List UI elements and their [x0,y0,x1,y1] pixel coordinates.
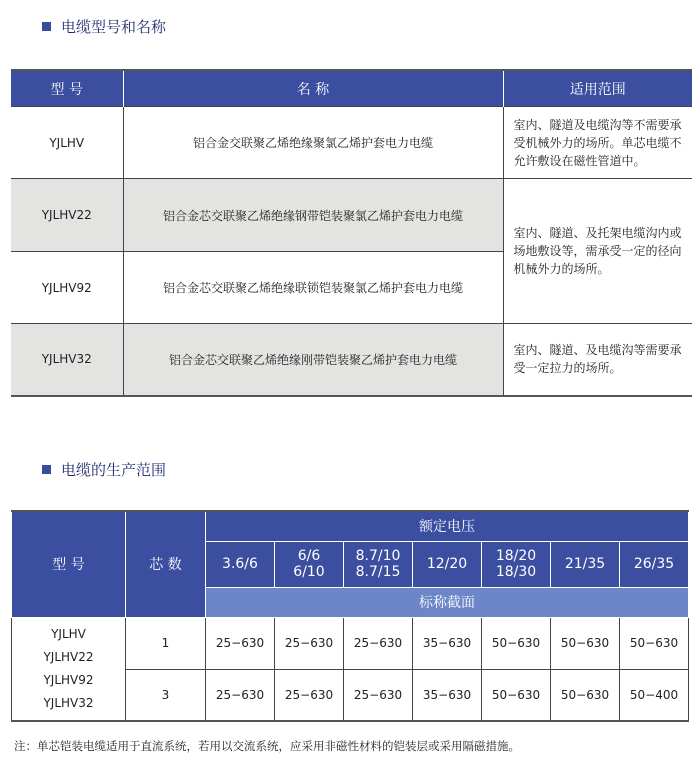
voltage-cell: 12/20 [413,541,482,587]
value-cell: 50−630 [620,617,689,669]
header-nominal-section: 标称截面 [206,587,689,617]
model-cell: YJLHV22 [11,179,123,252]
table-header-row [11,70,692,107]
value-cell: 25−630 [344,617,413,669]
model-cell: YJLHV [11,107,123,179]
voltage-cell: 18/20 18/30 [482,541,551,587]
name-cell: 铝合金芯交联聚乙烯绝缘刚带铠装聚乙烯护套电力电缆 [123,324,503,396]
value-cell: 25−630 [206,617,275,669]
footnote: 注：单芯铠装电缆适用于直流系统，若用以交流系统，应采用非磁性材料的铠装层或采用隔磁措施。 [14,739,520,753]
header-rated-voltage: 额定电压 [206,511,689,541]
header-name: 名 称 [123,70,503,107]
voltage-cell: 21/35 [551,541,620,587]
table-row [12,617,689,669]
name-cell: 铝合金芯交联聚乙烯绝缘联锁铠装聚氯乙烯护套电力电缆 [123,252,503,324]
value-cell: 50−630 [551,617,620,669]
value-cell: 25−630 [344,669,413,721]
section-title-models: 电缆型号和名称 [42,16,166,36]
bullet-square-icon [42,22,51,31]
value-cell: 50−630 [551,669,620,721]
scope-cell: 室内、隧道及电缆沟等不需要承受机械外力的场所。单芯电缆不允许敷设在磁性管道中。 [503,107,692,179]
production-range-table [11,510,689,722]
bullet-square-icon [42,465,51,474]
voltage-cell: 8.7/10 8.7/15 [344,541,413,587]
header-scope: 适用范围 [503,70,692,107]
section-title-production-range: 电缆的生产范围 [42,459,166,479]
value-cell: 50−630 [482,617,551,669]
value-cell: 50−400 [620,669,689,721]
value-cell: 25−630 [275,617,344,669]
cores-cell: 3 [126,669,206,721]
name-cell: 铝合金交联聚乙烯绝缘聚氯乙烯护套电力电缆 [123,107,503,179]
voltage-cell: 3.6/6 [206,541,275,587]
value-cell: 25−630 [206,669,275,721]
table-row [11,107,692,179]
model-cell: YJLHV92 [11,252,123,324]
voltage-cell: 26/35 [620,541,689,587]
model-cell: YJLHV32 [11,324,123,396]
value-cell: 25−630 [275,669,344,721]
value-cell: 50−630 [482,669,551,721]
scope-cell: 室内、隧道、及电缆沟等需要承受一定拉力的场所。 [503,324,692,396]
table-row [11,324,692,396]
header-model: 型 号 [12,511,126,617]
scope-cell: 室内、隧道、及托架电缆沟内或场地敷设等，需承受一定的径向机械外力的场所。 [503,179,692,324]
voltage-cell: 6/6 6/10 [275,541,344,587]
table-header-row [12,511,689,541]
table-row [11,179,692,252]
header-cores: 芯 数 [126,511,206,617]
name-cell: 铝合金芯交联聚乙烯绝缘钢带铠装聚氯乙烯护套电力电缆 [123,179,503,252]
cores-cell: 1 [126,617,206,669]
value-cell: 35−630 [413,669,482,721]
models-cell: YJLHV YJLHV22 YJLHV92 YJLHV32 [12,617,126,721]
cable-models-table [11,69,692,397]
value-cell: 35−630 [413,617,482,669]
header-model: 型 号 [11,70,123,107]
